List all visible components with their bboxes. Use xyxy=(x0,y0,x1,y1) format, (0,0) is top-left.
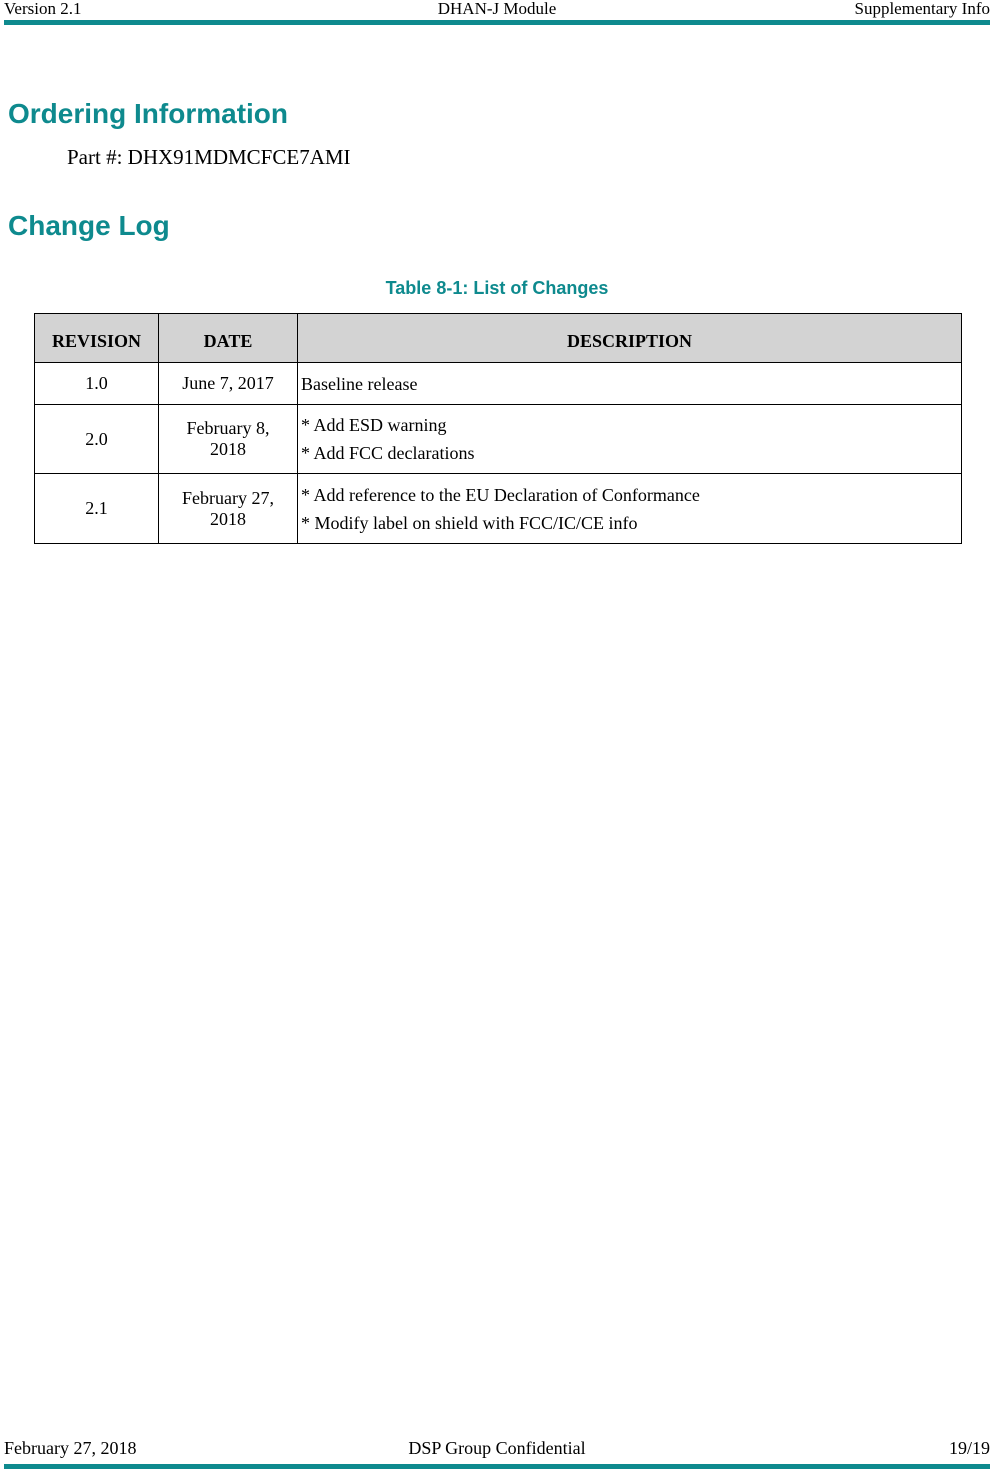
date-text: 2018 xyxy=(210,439,246,459)
revision-cell: 1.0 xyxy=(35,363,159,405)
description-line: * Add ESD warning xyxy=(301,415,447,435)
date-cell xyxy=(159,363,298,405)
column-header-date: DATE xyxy=(159,314,298,363)
column-header-revision: REVISION xyxy=(35,314,159,363)
footer-date: February 27, 2018 xyxy=(4,1438,137,1458)
column-header-description: DESCRIPTION xyxy=(298,314,962,363)
header-section: Supplementary Info xyxy=(854,0,990,18)
date-text: 2018 xyxy=(210,508,246,529)
revision-cell: 2.0 xyxy=(35,405,159,474)
footer-confidentiality: DSP Group Confidential xyxy=(408,1438,586,1458)
page-header xyxy=(4,0,990,20)
header-document-title: DHAN-J Module xyxy=(437,0,557,18)
part-number: Part #: DHX91MDMCFCE7AMI xyxy=(67,145,351,169)
date-text: February 27, xyxy=(182,487,274,508)
ordering-heading: Ordering Information xyxy=(8,98,288,129)
revision-cell: 2.1 xyxy=(35,474,159,544)
date-cell xyxy=(159,405,298,474)
description-cell xyxy=(298,405,962,474)
date-text: June 7, 2017 xyxy=(182,373,274,393)
description-line: Baseline release xyxy=(301,373,418,394)
date-text: February 8, xyxy=(186,418,270,438)
description-line: * Modify label on shield with FCC/IC/CE info xyxy=(301,512,638,533)
table-caption: Table 8-1: List of Changes xyxy=(385,278,609,298)
table-header-row xyxy=(35,314,962,363)
description-line: * Add reference to the EU Declaration of Conformance xyxy=(301,484,700,505)
header-version: Version 2.1 xyxy=(4,0,82,18)
description-cell xyxy=(298,363,962,405)
page-number: 19/19 xyxy=(948,1438,990,1458)
change-log-table xyxy=(34,313,962,544)
description-line: * Add FCC declarations xyxy=(301,443,475,463)
table-row xyxy=(35,474,962,544)
date-cell xyxy=(159,474,298,544)
table-row xyxy=(35,363,962,405)
table-row xyxy=(35,405,962,474)
header-rule xyxy=(4,20,990,25)
footer-rule xyxy=(4,1464,990,1469)
description-cell xyxy=(298,474,962,544)
page-footer xyxy=(4,1438,990,1460)
change-log-heading: Change Log xyxy=(8,210,170,241)
